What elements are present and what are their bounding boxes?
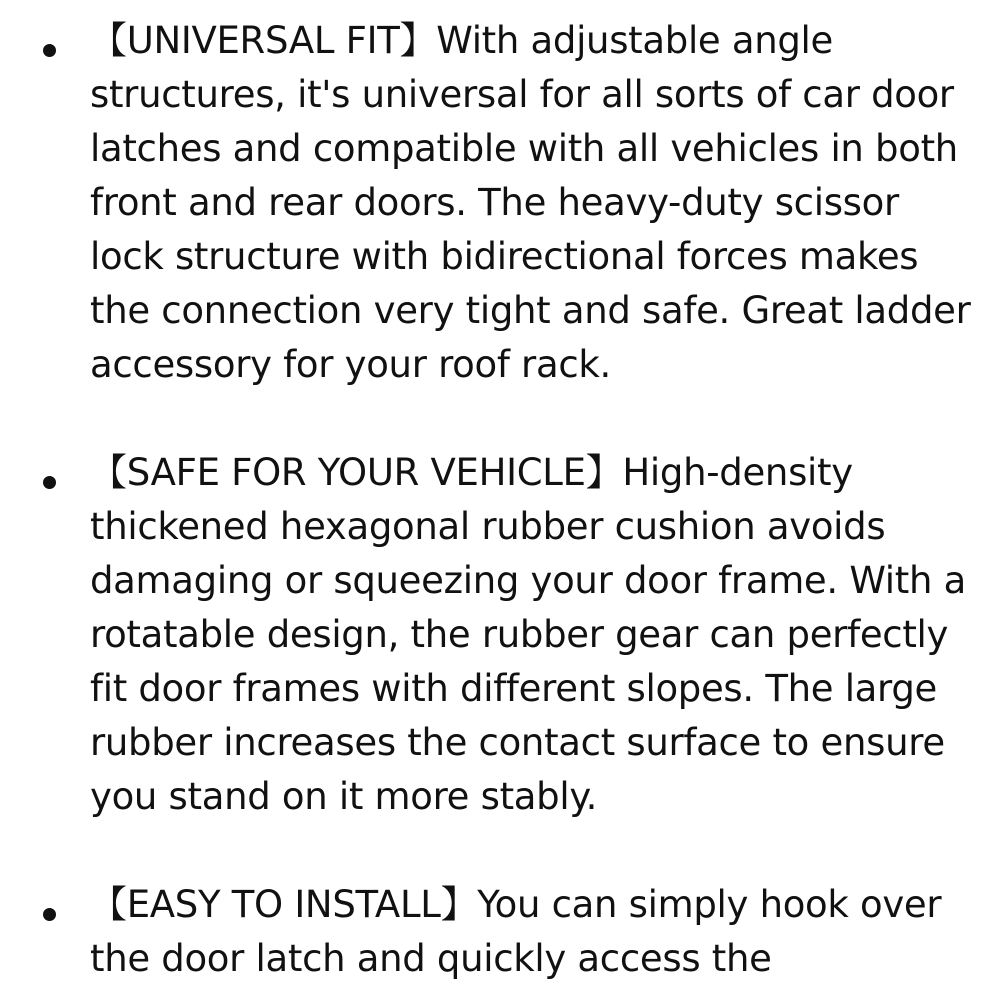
feature-text xyxy=(90,446,975,824)
feature-text xyxy=(90,14,975,392)
feature-text xyxy=(90,878,975,986)
bullet-dot-icon xyxy=(43,908,56,921)
feature-body: You can simply hook over the door latch and quickly access the xyxy=(90,883,942,980)
feature-heading: 【EASY TO INSTALL】 xyxy=(90,883,478,926)
bullet-dot-icon xyxy=(43,44,56,57)
feature-heading: 【SAFE FOR YOUR VEHICLE】 xyxy=(90,451,623,494)
bullet-dot-icon xyxy=(43,476,56,489)
feature-body: With adjustable angle structures, it's universal for all sorts of car door latches and compatible with all vehicles in both front and rear doors. The heavy-duty scissor lock structure with bidirectional forces makes the connection very tight and safe. Great ladder accessory for your roof rack. xyxy=(90,19,971,386)
feature-body: High-density thickened hexagonal rubber cushion avoids damaging or squeezing your door frame. With a rotatable design, the rubber gear can perfectly fit door frames with different slopes. The large rubber increases the contact surface to ensure you stand on it more stably. xyxy=(90,451,966,818)
feature-heading: 【UNIVERSAL FIT】 xyxy=(90,19,437,62)
